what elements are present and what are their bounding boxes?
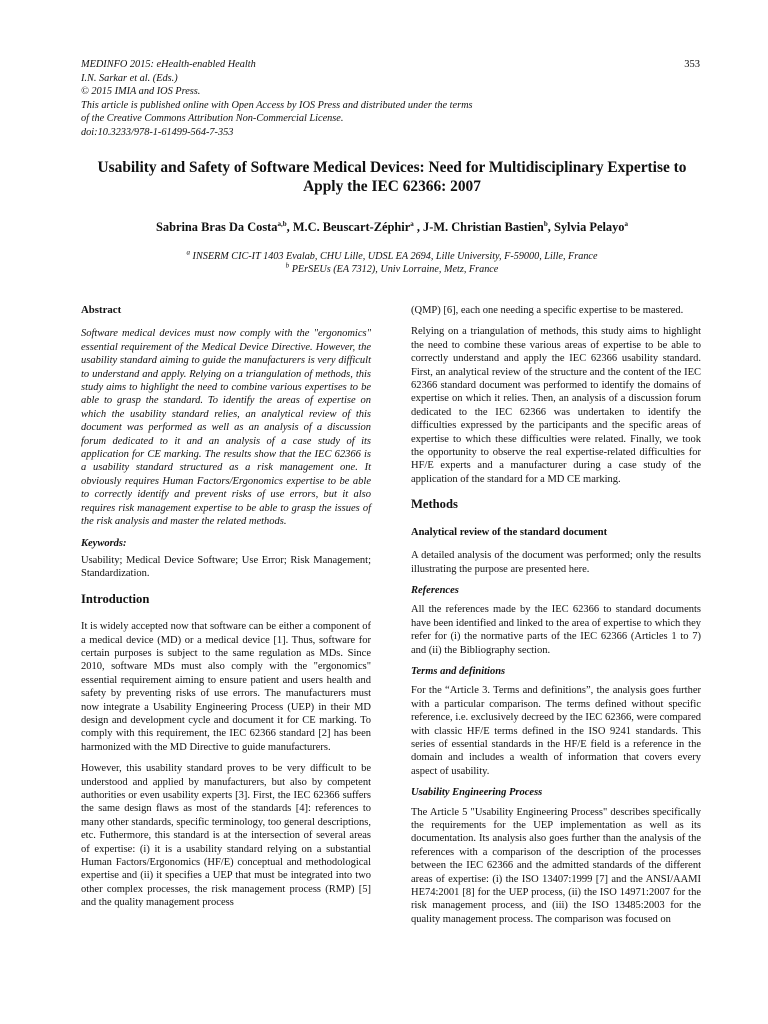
meta-line: MEDINFO 2015: eHealth-enabled Health [81,59,256,70]
intro-paragraph-1: It is widely accepted now that software can be either a component of a medical device (MD) or a medical device [1]. Thus, software for certain purposes is subject to the same regulation as MDs. Since 2010, software MDs must also comply with the "ergonomics" essential requirement aiming to ensure patient and users health and safety by preventing risks of use errors. The manufacturers must now integrate a Usability Engineering Process (UEP) in their MD design and development cycle and document it for CE marking. To comply with this requirement, the IEC 62366 standard [2] has been harmonized with the MD Directive to guide manufacturers. [81,621,371,753]
author-name: Sylvia Pelayo [553,220,625,234]
author-name: Sabrina Bras Da Costa [155,220,278,234]
introduction-heading: Introduction [81,591,150,606]
affiliation-line [82,263,702,276]
affil-text: INSERM CIC-IT 1403 Evalab, CHU Lille, UDSL EA 2694, Lille University, F-59000, Lille, France [190,251,598,262]
references-heading: References [411,584,459,596]
paper-title: Usability and Safety of Software Medical Devices: Need for Multidisciplinary Expertise to Apply the IEC 62366: 2007 [97,159,687,195]
author-affil-sup: b [543,219,548,228]
meta-line: of the Creative Commons Attribution Non-Commercial License. [81,113,344,125]
author-list [82,220,702,235]
analytical-review-text: A detailed analysis of the document was performed; only the results illustrating the purpose are presented here. [411,550,701,575]
uep-text: The Article 5 "Usability Engineering Process" describes specifically the requirements for the UEP implementation as well as its documentation. Its analysis also goes further than the analysis of the references with a comparison of the description of the processes between the IEC 62366 and the admitted standards of the different areas of expertise: (i) the ISO 13407:1999 [7] and the ANSI/AAMI HE74:2001 [8] for the UEP process, (ii) the ISO 14971:2007 for the risk management process, and (iii) the ISO 13485:2003 for the quality management process. The comparison was focused on [411,806,701,925]
meta-line: I.N. Sarkar et al. (Eds.) [81,72,178,84]
author-sep: , [547,220,554,234]
terms-definitions-text: For the “Article 3. Terms and definitions”, the analysis goes further with a particular comparison. The terms defined without specific reference, i.e. exclusively decreed by the IEC 62366, were compared with classic HF/E terms defined in the ISO 9241 standards. This series of essential standards in the HF/E field is a reference in the domain and includes a wealth of information that covers every aspect of usability. [411,685,701,777]
meta-line: doi:10.3233/978-1-61499-564-7-353 [81,126,234,138]
author-sep: , [286,220,293,234]
publication-meta [81,58,601,140]
uep-heading: Usability Engineering Process [411,787,543,799]
abstract-heading: Abstract [81,304,122,316]
methods-heading: Methods [411,497,458,512]
author-affil-sup: a,b [277,219,287,228]
affil-sup: a [186,248,190,257]
page-number: 353 [684,59,700,70]
author-name: M.C. Beuscart-Zéphir [292,220,411,234]
affil-text: PErSEUs (EA 7312), Univ Lorraine, Metz, France [289,264,499,275]
references-text: All the references made by the IEC 62366 to standard documents have been identified and linked to the area of expertise to which they refer for (i) the normative parts of the IEC 62366 (Articles 1 to 7) and (ii) the Bibliography section. [411,604,701,656]
right-column [411,304,701,934]
author-name: J-M. Christian Bastien [423,220,544,234]
author-affil-sup: a [624,219,628,228]
terms-definitions-heading: Terms and definitions [411,665,506,677]
meta-line: © 2015 IMIA and IOS Press. [81,86,201,98]
analytical-review-heading: Analytical review of the standard document [411,526,608,538]
intro-paragraph-continued: (QMP) [6], each one needing a specific expertise to be mastered. [411,305,684,316]
keywords-heading: Keywords: [81,537,127,549]
intro-paragraph-3: Relying on a triangulation of methods, this study aims to highlight the need to combine these various areas of expertise to be able to correctly understand and apply the IEC 62366 usability standard. First, an analytical review of the structure and the content of the IEC 62366 standard document was performed to identify the domains of expertise on which it relies. Then, an analysis of a discussion forum dedicated to the IEC 62366 was undertaken to identify the difficulties expressed by the participants and the specific areas of expertise to which these difficulties were related. Finally, we took the opportunity to observe the real expertise-related difficulties for HF/E experts and a manufacturer during a case study of the application of the standard for a MD CE marking. [411,326,701,485]
abstract-text: Software medical devices must now comply with the "ergonomics" essential requirement of the Medical Device Directive. However, the usability standard aiming to guide the manufacturers is very difficult to understand and apply. Relying on a triangulation of methods, this study aims to highlight the need to combine various expertises to be able to grasp the standard. To identify the areas of expertise on which the usability standard relies, an analytical review of this document was performed as well as an analysis of a discussion forum dedicated to it and an analysis of a case study of its application for CE marking. The results show that the IEC 62366 is a usability standard structured as a risk management one. It obviously requires Human Factors/Ergonomics expertise to be able to correctly identify and prevent risks of use errors, but it also requires risk management expertise to be able to grasp the issues of the risk analysis and master the related methods. [81,328,371,528]
author-affil-sup: a [410,219,414,228]
meta-line: This article is published online with Open Access by IOS Press and distributed under the terms [81,99,473,111]
affiliations [82,250,702,276]
affil-sup: b [285,261,290,270]
keywords-text: Usability; Medical Device Software; Use Error; Risk Management; Standardization. [81,554,371,580]
intro-paragraph-2: However, this usability standard proves to be very difficult to be understood and applied by manufacturers, but also by competent authorities or even usability experts [3]. First, the IEC 62366 suffers the same design flaws as most of the standards [4]: references to many other standards, specific terminology, too general descriptions, etc. Futhermore, this standard is at the intersection of several areas of expertise: (i) it is a usability standard relying on a substantial Human Factors/Ergonomics (HF/E) conceptual and methodological expertise and (ii) it specifies a UEP that must be integrated into two other complex processes, the risk management process (RMP) [5] and the quality management process [81,763,371,909]
left-column [81,304,371,918]
author-sep: , [413,220,424,234]
affiliation-line [82,250,702,263]
